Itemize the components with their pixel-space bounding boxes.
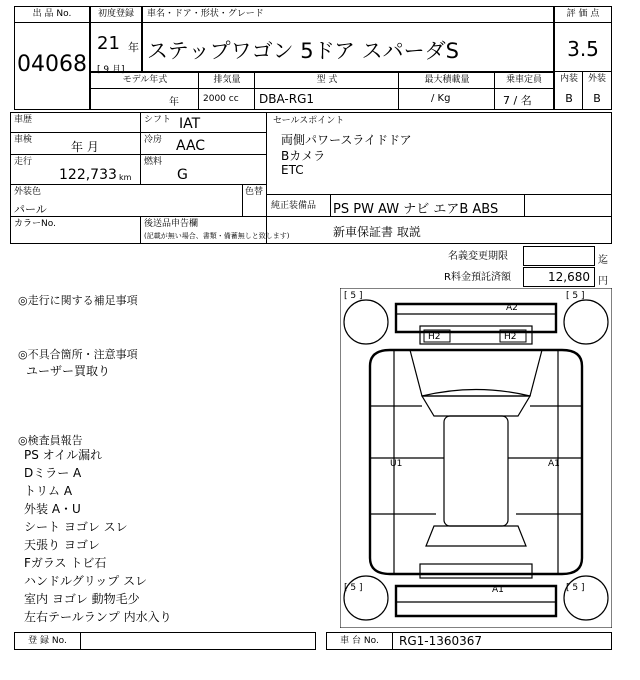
name-change-unit: 迄 xyxy=(598,255,608,266)
rear-window xyxy=(426,526,526,546)
color-change-label: 色替 xyxy=(245,187,264,197)
type-label: 型 式 xyxy=(316,75,338,85)
reg-no-label: 登 録 No. xyxy=(15,633,81,649)
ext-color-label: 外装色 xyxy=(14,187,42,197)
sales-point-3: ETC xyxy=(281,163,304,177)
equipment: PS PW AW ナビ エアB ABS xyxy=(333,202,499,217)
docs-note: (記載が無い場合、書類・備蓄無しと致します) xyxy=(144,232,290,240)
grade-box xyxy=(554,6,612,110)
capacity: 7 / 名 xyxy=(503,94,532,107)
lot-no: 04068 xyxy=(17,52,87,77)
recycle-label: R料金預託済額 xyxy=(444,272,511,283)
mileage-unit: km xyxy=(119,173,132,182)
ac: AAC xyxy=(176,138,206,154)
details-block xyxy=(10,112,612,244)
defect-item: ユーザー買取り xyxy=(26,364,111,378)
equipment-label: 純正装備品 xyxy=(271,201,317,211)
tire-mark-rr: [ 5 ] xyxy=(566,583,585,593)
grade-label: 評 価 点 xyxy=(555,7,611,23)
chassis-label: 車 台 No. xyxy=(327,633,393,649)
model-year-label: モデル年式 xyxy=(122,75,168,85)
docs-value: 新車保証書 取説 xyxy=(333,225,421,239)
inspector-item: 室内 ヨゴレ 動物毛少 xyxy=(24,592,140,606)
tire-mark-rl: [ 5 ] xyxy=(344,583,363,593)
max-load: / Kg xyxy=(431,93,451,104)
roof xyxy=(444,416,508,526)
mark-rear-bumper: A1 xyxy=(492,585,504,595)
lot-no-label: 出 品 No. xyxy=(15,7,89,23)
inspection-value: 年 月 xyxy=(71,140,99,154)
car-name: ステップワゴン 5ドア スパーダS xyxy=(147,39,459,63)
inspector-item: Fガラス トビ石 xyxy=(24,556,107,570)
max-load-label: 最大積載量 xyxy=(424,75,470,85)
model-year-unit: 年 xyxy=(169,97,179,108)
mark-left-side: U1 xyxy=(390,459,403,469)
tire-mark-fl: [ 5 ] xyxy=(344,291,363,301)
type-code: DBA-RG1 xyxy=(259,92,315,106)
inspector-item: シート ヨゴレ スレ xyxy=(24,520,128,534)
mark-right-side: A1 xyxy=(548,459,560,469)
capacity-label: 乗車定員 xyxy=(505,75,542,85)
inspector-item: 外装 A・U xyxy=(24,502,81,516)
inspector-item: ハンドルグリップ スレ xyxy=(24,574,148,588)
inspector-item: 左右テールランプ 内水入り xyxy=(24,610,172,624)
sales-point-label: セールスポイント xyxy=(273,116,345,126)
first-reg-box xyxy=(90,6,142,75)
grade-score: 3.5 xyxy=(567,37,599,61)
rear-garnish xyxy=(420,564,532,578)
ac-label: 冷房 xyxy=(144,135,163,145)
sales-point-2: Bカメラ xyxy=(281,149,326,163)
name-change-box xyxy=(523,246,595,266)
recycle-box xyxy=(523,267,595,287)
tire-rear-left xyxy=(344,576,388,620)
interior-label: 内装 xyxy=(559,74,578,84)
car-name-label: 車名・ドア・形状・グレード xyxy=(143,7,553,23)
first-reg-label: 初度登録 xyxy=(91,7,141,23)
name-change-label: 名義変更期限 xyxy=(448,251,508,262)
mark-front-bumper: A2 xyxy=(506,303,518,313)
shift: IAT xyxy=(179,116,201,132)
mark-hood-right: H2 xyxy=(504,332,517,342)
inspection-label: 車検 xyxy=(14,135,33,145)
color-no-label: カラーNo. xyxy=(14,219,56,229)
grade-sub xyxy=(555,71,611,109)
sales-point-1: 両側パワースライドドア xyxy=(281,133,412,147)
fuel-label: 燃料 xyxy=(144,157,163,167)
fuel: G xyxy=(177,167,188,183)
interior-grade: B xyxy=(565,92,573,105)
mark-hood-left: H2 xyxy=(428,332,441,342)
windshield xyxy=(422,390,530,417)
rear-bumper xyxy=(396,586,556,616)
exterior-label: 外装 xyxy=(587,74,606,84)
first-reg-month: [ 9 月] xyxy=(97,65,125,75)
spec-row xyxy=(90,72,554,110)
defects-title: ◎不具合箇所・注意事項 xyxy=(18,348,138,361)
lot-box xyxy=(14,6,90,110)
docs-label: 後送品申告欄 xyxy=(144,219,199,229)
mileage-label: 走行 xyxy=(14,157,33,167)
exterior-grade: B xyxy=(593,92,601,105)
damage-diagram xyxy=(340,288,612,628)
inspector-item: 天張り ヨゴレ xyxy=(24,538,100,552)
inspector-item: Dミラー A xyxy=(24,466,82,480)
tire-mark-fr: [ 5 ] xyxy=(566,291,585,301)
first-reg-year-unit: 年 xyxy=(128,41,139,54)
displacement: 2000 cc xyxy=(203,94,239,104)
first-reg-year: 21 xyxy=(97,33,120,54)
tire-rear-right xyxy=(564,576,608,620)
car-name-box xyxy=(142,6,554,72)
shift-label: シフト xyxy=(144,115,172,125)
recycle-unit: 円 xyxy=(598,276,608,287)
tire-front-left xyxy=(344,300,388,344)
chassis-no: RG1-1360367 xyxy=(399,634,483,648)
inspector-title: ◎検査員報告 xyxy=(18,434,83,447)
reg-no-box xyxy=(14,632,316,650)
chassis-box xyxy=(326,632,612,650)
inspector-item: トリム A xyxy=(24,484,73,498)
driving-notes-title: ◎走行に関する補足事項 xyxy=(18,294,138,307)
recycle-value: 12,680 xyxy=(548,270,590,284)
ext-color: パール xyxy=(14,203,47,216)
tire-front-right xyxy=(564,300,608,344)
history-label: 車歴 xyxy=(14,115,33,125)
inspector-item: PS オイル漏れ xyxy=(24,448,103,462)
displacement-label: 排気量 xyxy=(213,75,241,85)
mileage: 122,733 xyxy=(59,167,117,183)
